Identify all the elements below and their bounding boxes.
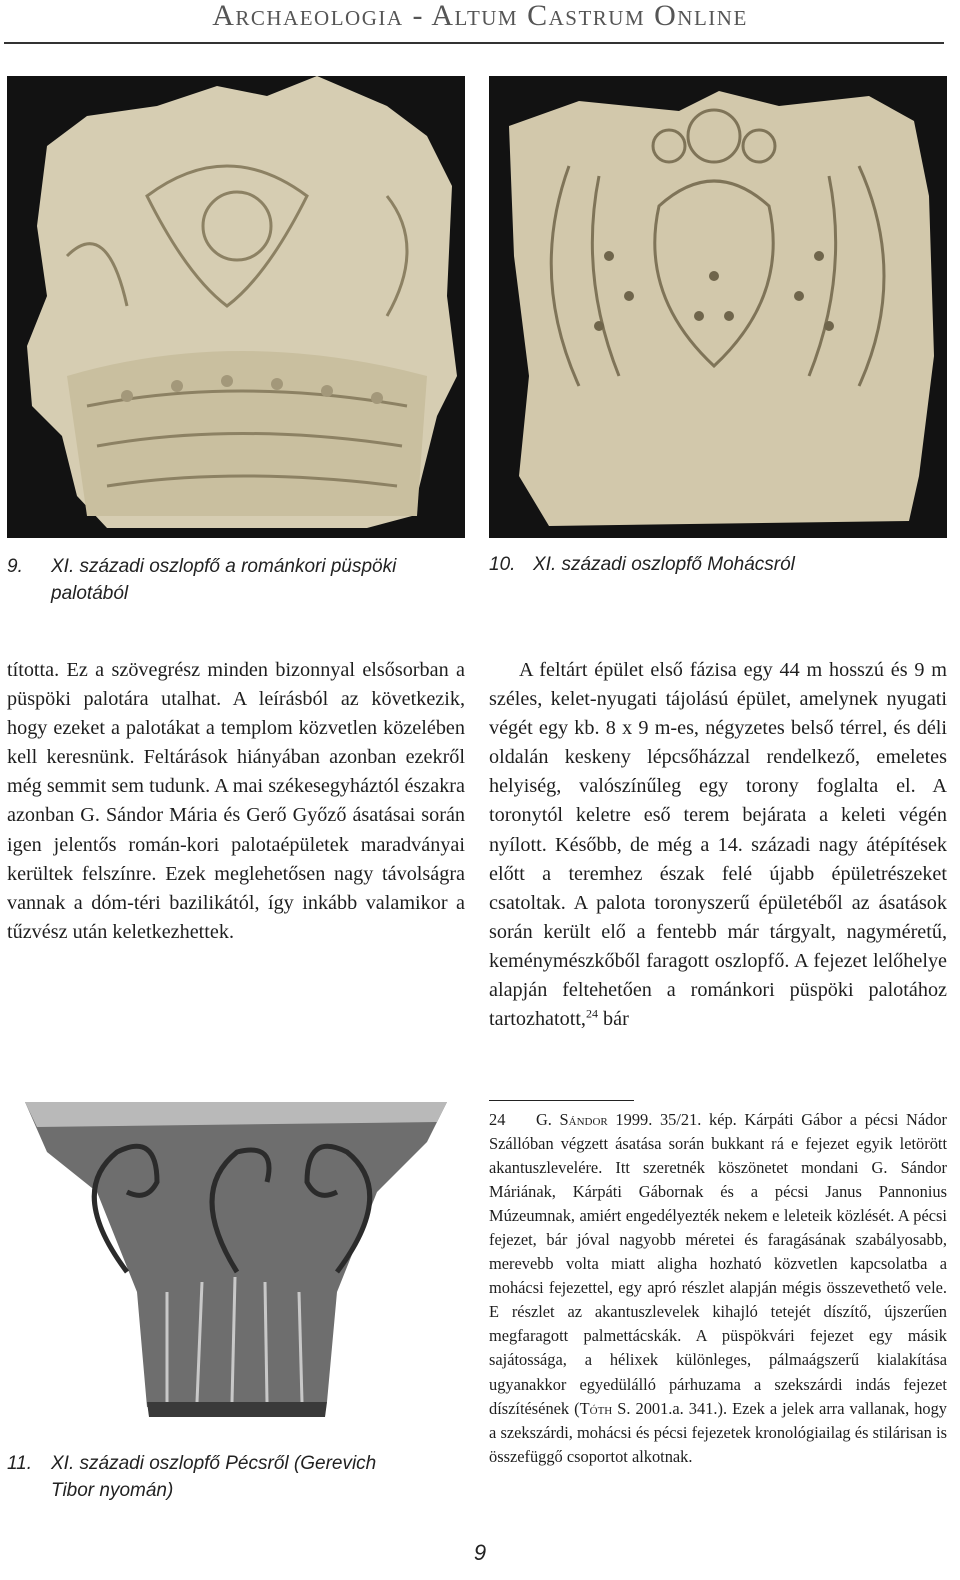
footnote-number: 24 <box>489 1110 506 1129</box>
caption-text: Tibor nyomán) <box>51 1480 174 1501</box>
figure-number: 9. <box>7 556 23 577</box>
caption-text: palotából <box>51 583 129 604</box>
paragraph: tította. Ez a szövegrész minden bizonnyal elsősorban a püspöki palotára utalhat. A leírásból az következik, hogy ezeket a palotákat a templom közvetlen közelében kell keresnünk. Feltárások hiányában azonban ezekről még semmit sem tudunk. A mai székesegyháztól északra azonban G. Sándor Mária és Gerő Győző ásatásai során igen jelentős román-kori palotaépületek maradványai kerültek felszínre. Ezek meglehetősen nagy távolságra vannak a dóm-téri bazilikától, így inkább valamikor a tűzvész után keletkezhettek. <box>7 659 465 943</box>
footnote-author-2: Tóth <box>579 1398 613 1418</box>
page-number: 9 <box>473 1540 487 1565</box>
running-header: Archaeologia - Altum Castrum Online <box>212 0 748 32</box>
caption-text: XI. századi oszlopfő Mohácsról <box>533 554 795 575</box>
footnote-author: G. Sándor <box>535 1110 608 1129</box>
footnote-text-end: S. 2001.a. 341.). Ezek a jelek arra vallanak, hogy a szekszárdi, mohácsi és pécsi fejezetek kronológiailag és stilárisan is összefüggő csoportot alkotnak. <box>489 1398 947 1466</box>
figure-number: 11. <box>7 1453 33 1474</box>
figure-number: 10. <box>489 554 516 575</box>
figure-10-caption <box>489 551 949 578</box>
figure-11-caption <box>7 1450 467 1504</box>
left-column-text <box>7 656 465 947</box>
caption-text: XI. századi oszlopfő Pécsről (Gerevich <box>51 1453 377 1474</box>
caption-text: XI. századi oszlopfő a románkori püspöki <box>51 556 397 577</box>
footnote-text: 1999. 35/21. kép. Kárpáti Gábor a pécsi Nádor Szállóban végzett ásatása során bukkant rá e fejezet egyik letörött akantuszlevelére. Itt szeretnék köszönetet mondani G. Sándor Máriának, Kárpáti Gábornak és a pécsi Janus Pannonius Múzeumnak, amiért engedélyezték nekem e leleteik közlését. A pécsi fejezet, bár jóval nagyobb méretei és faragásának szabályosabb, merevebb volta miatt aligha hozható közvetlen kapcsolatba a mohácsi fejezettel, egy apró részlet alapján mégis összevethető vele. E részlet az akantuszlevelek kihajló tetejét díszítő, újszerűen megfaragott palmettácskák. A püspökvári fejezet egy másik sajátossága, a hélixek különleges, pálmaágszerű kialakítása ugyanakkor egyedülálló párhuzama a szekszárdi indás fejezet díszítésének ( <box>489 1110 948 1418</box>
header-rule <box>4 42 944 44</box>
paragraph-text: A feltárt épület első fázisa egy 44 m hosszú és 9 m széles, kelet-nyugati tájolású épület, amelynek nyugati végét egy kb. 8 x 9 m-es, négyzetes belső térrel, és déli oldalán keskeny lépcsőházzal rendelkező, emeletes helyiség, valószínűleg egy torony foglalta el. A toronytól keletre eső terem bejárata a keleti végén nyílott. Később, de még a 14. századi nagy átépítések előtt a teremhez észak felé újabb épületrészeket csatoltak. A palota toronyszerű épületéből az ásatások során került elő a fentebb már tárgyalt, nagyméretű, keménymészkőből faragott oszlopfő. A fejezet lelőhelye alapján feltehetően a románkori püspöki palotához tartozhatott, <box>489 659 947 1031</box>
right-column-text <box>489 656 947 1034</box>
footnote-reference[interactable]: 24 <box>585 1006 598 1021</box>
figure-9-caption <box>7 553 467 607</box>
figure-9-photo <box>7 76 465 538</box>
paragraph-text-tail: bár <box>597 1008 629 1031</box>
footnote-rule <box>489 1100 634 1101</box>
footnote-24 <box>489 1108 947 1469</box>
paragraph <box>489 656 947 1034</box>
figure-10-photo <box>489 76 947 538</box>
figure-11-photo <box>7 1072 465 1438</box>
